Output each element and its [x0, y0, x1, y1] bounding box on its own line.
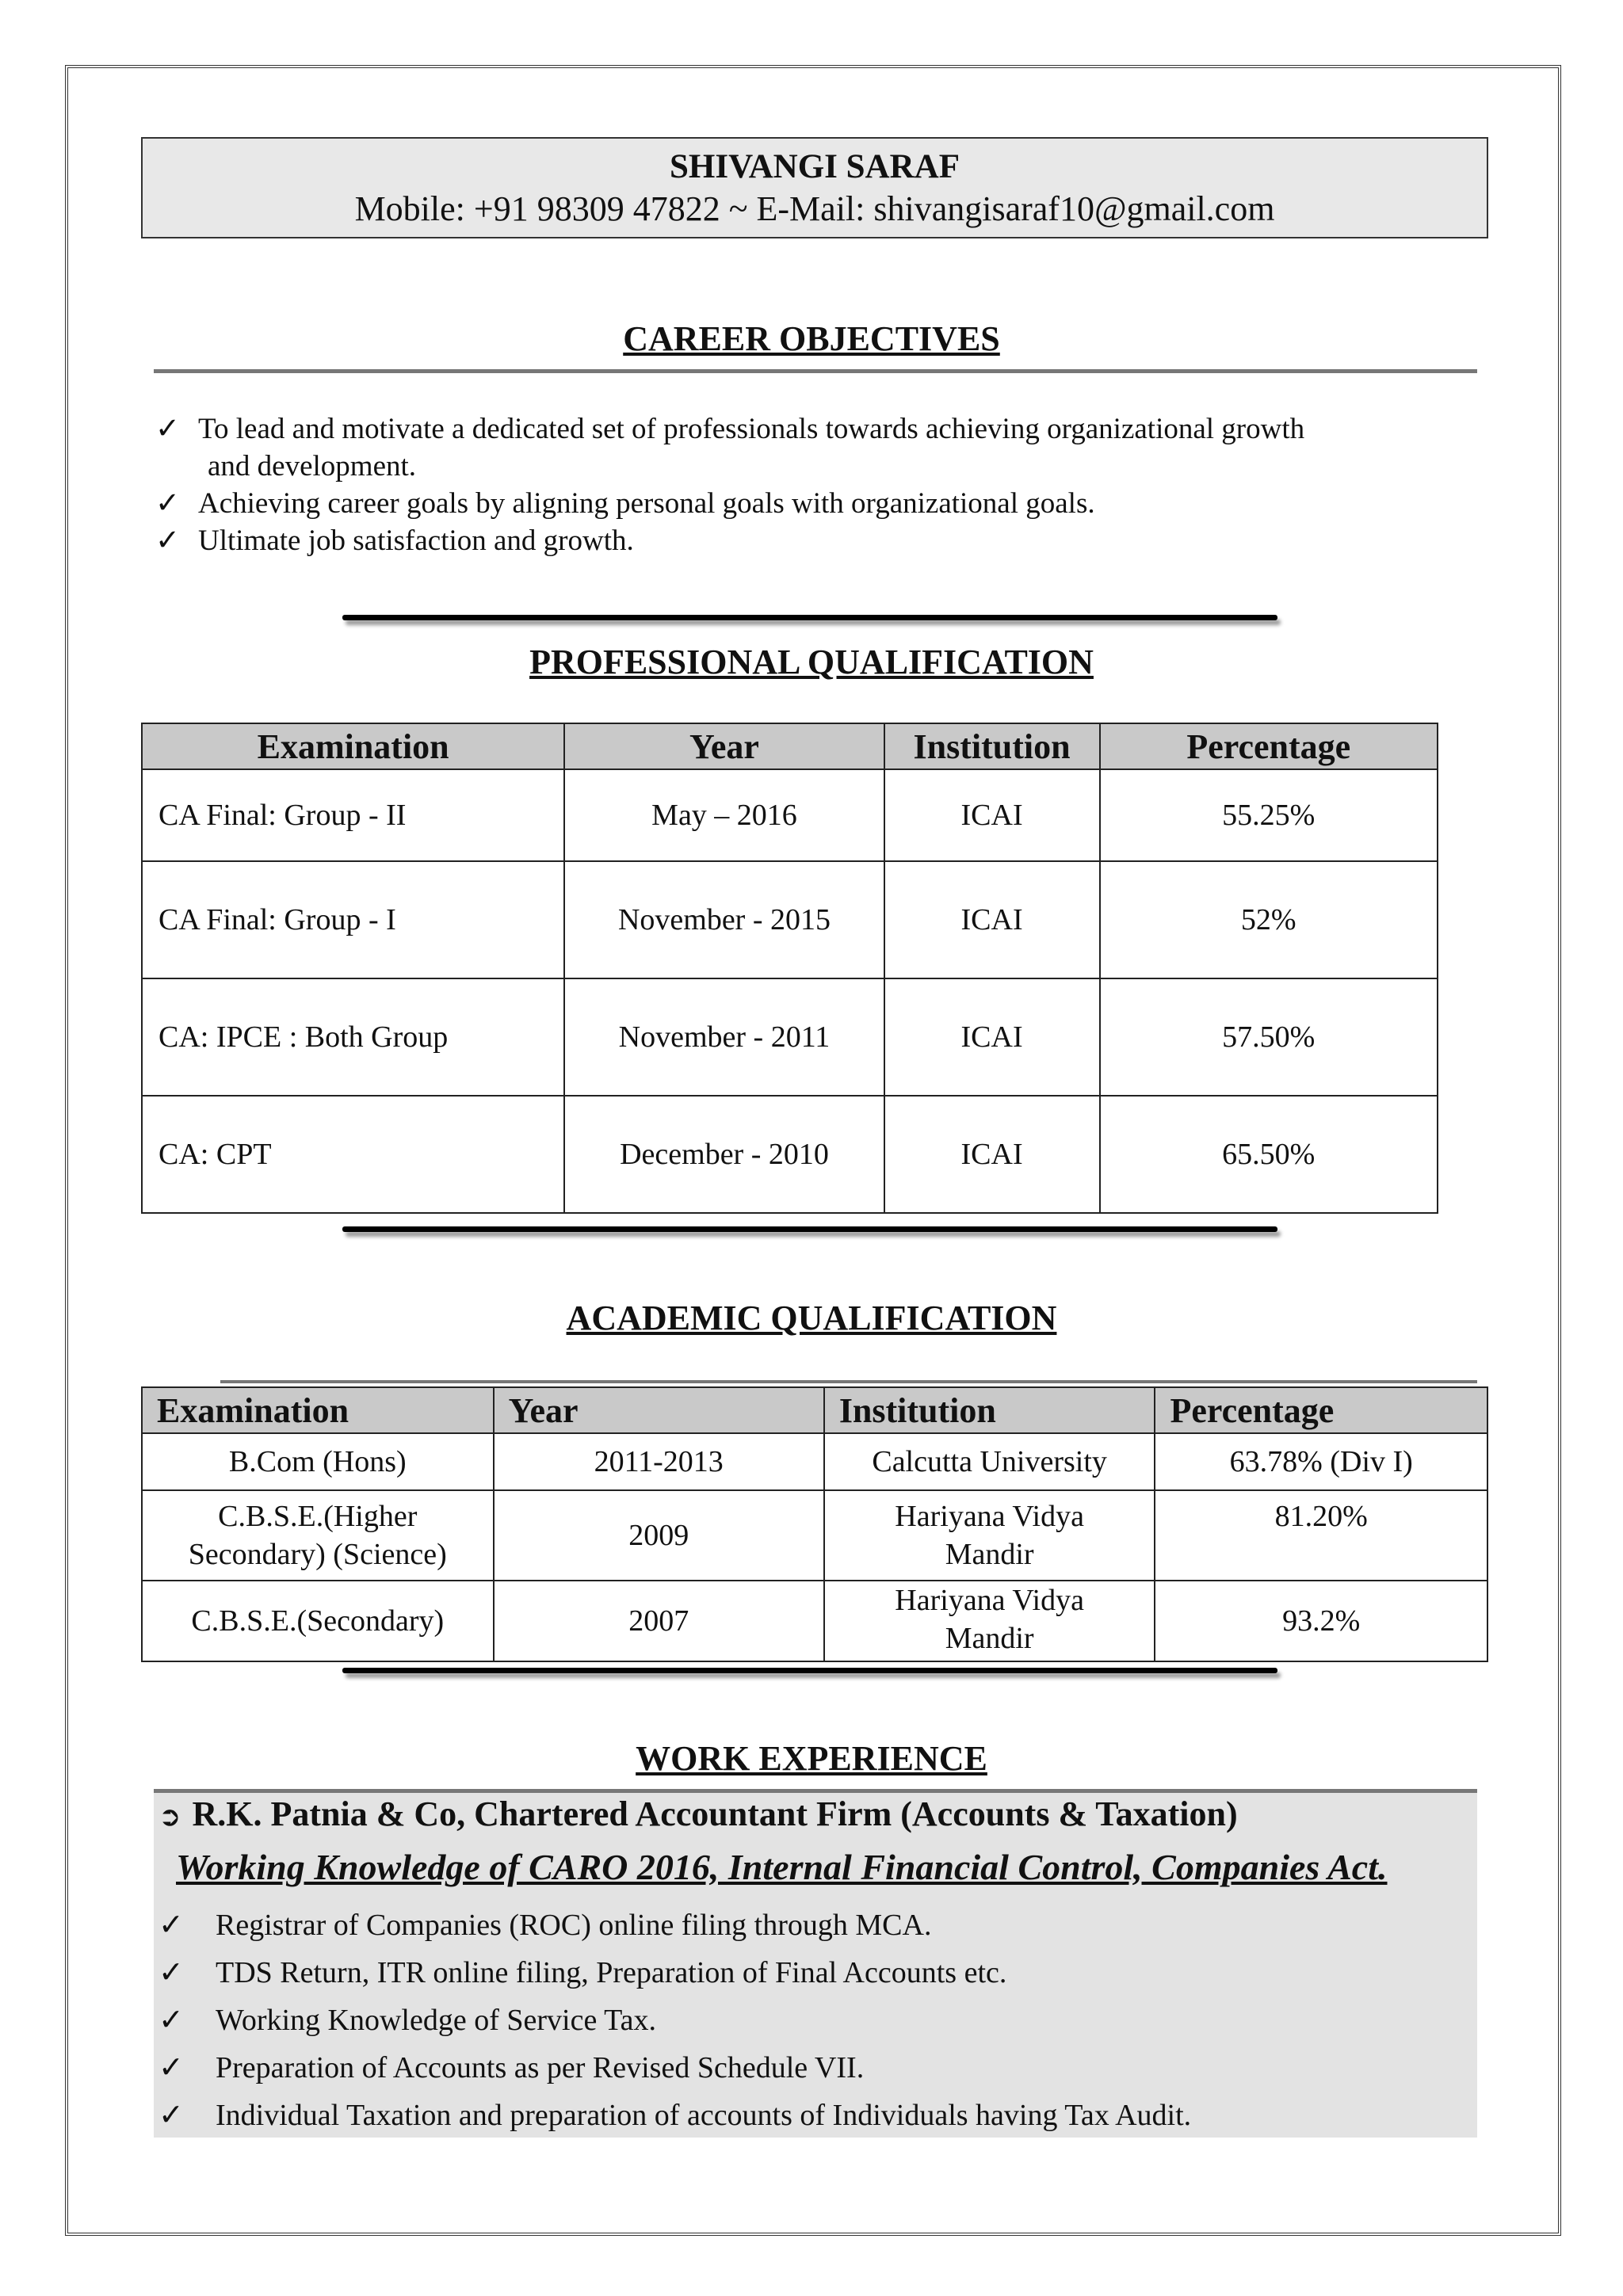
table-cell: CA Final: Group - I	[142, 861, 564, 978]
list-item: ✓ Registrar of Companies (ROC) online filing through MCA.	[158, 1901, 1458, 1949]
table-cell: 65.50%	[1100, 1096, 1438, 1213]
section-divider	[220, 1380, 1477, 1383]
column-header: Year	[564, 723, 884, 769]
column-header: Examination	[142, 723, 564, 769]
table-cell: C.B.S.E.(Higher Secondary) (Science)	[142, 1490, 494, 1581]
column-header: Examination	[142, 1387, 494, 1433]
firm-heading: ➲ R.K. Patnia & Co, Chartered Accountant Firm (Accounts & Taxation)	[158, 1794, 1238, 1833]
section-divider	[154, 369, 1477, 373]
check-mark-icon: ✓	[155, 487, 181, 520]
table-cell: ICAI	[884, 861, 1100, 978]
table-cell: 2011-2013	[494, 1433, 824, 1490]
table-row	[142, 1581, 1487, 1661]
table-cell: 2007	[494, 1581, 824, 1661]
section-divider	[342, 1226, 1277, 1232]
column-header: Percentage	[1100, 723, 1438, 769]
table-cell: ICAI	[884, 1096, 1100, 1213]
arrow-bullet-icon: ➲	[158, 1801, 181, 1833]
table-cell: December - 2010	[564, 1096, 884, 1213]
column-header: Institution	[884, 723, 1100, 769]
academic-qualification-table	[141, 1386, 1488, 1662]
table-cell: Calcutta University	[824, 1433, 1155, 1490]
check-mark-icon: ✓	[158, 2099, 184, 2132]
career-objectives-title: CAREER OBJECTIVES	[623, 319, 1000, 358]
table-cell: CA Final: Group - II	[142, 769, 564, 861]
check-mark-icon: ✓	[158, 1956, 184, 1989]
section-divider	[342, 615, 1277, 620]
table-cell: May – 2016	[564, 769, 884, 861]
column-header: Year	[494, 1387, 824, 1433]
professional-qualification-title: PROFESSIONAL QUALIFICATION	[529, 643, 1094, 681]
table-row	[142, 1433, 1487, 1490]
work-experience-list	[158, 1901, 1458, 2139]
table-cell: B.Com (Hons)	[142, 1433, 494, 1490]
table-cell: CA: CPT	[142, 1096, 564, 1213]
table-row	[142, 861, 1438, 978]
table-cell: November - 2011	[564, 978, 884, 1096]
table-row	[142, 1490, 1487, 1581]
list-item: ✓ TDS Return, ITR online filing, Preparation of Final Accounts etc.	[158, 1949, 1458, 1997]
table-cell: ICAI	[884, 769, 1100, 861]
list-item: ✓ Preparation of Accounts as per Revised Schedule VII.	[158, 2044, 1458, 2092]
work-experience-title: WORK EXPERIENCE	[636, 1739, 987, 1778]
check-mark-icon: ✓	[158, 2004, 184, 2037]
check-mark-icon: ✓	[158, 1909, 184, 1942]
working-knowledge-line: Working Knowledge of CARO 2016, Internal Financial Control, Companies Act.	[176, 1847, 1388, 1887]
table-header-row	[142, 723, 1438, 769]
table-cell: 63.78% (Div I)	[1155, 1433, 1487, 1490]
career-objectives-list	[155, 410, 1455, 559]
header-box	[141, 137, 1488, 238]
table-row	[142, 978, 1438, 1096]
table-cell: ICAI	[884, 978, 1100, 1096]
table-cell: 55.25%	[1100, 769, 1438, 861]
table-cell: 93.2%	[1155, 1581, 1487, 1661]
table-cell: 57.50%	[1100, 978, 1438, 1096]
table-cell: November - 2015	[564, 861, 884, 978]
column-header: Institution	[824, 1387, 1155, 1433]
table-cell: CA: IPCE : Both Group	[142, 978, 564, 1096]
table-cell: Hariyana Vidya Mandir	[824, 1581, 1155, 1661]
list-item: ✓ To lead and motivate a dedicated set of professionals towards achieving organizational growth and development.	[155, 410, 1455, 485]
table-cell: 2009	[494, 1490, 824, 1581]
check-mark-icon: ✓	[155, 413, 181, 445]
check-mark-icon: ✓	[158, 2051, 184, 2084]
section-divider	[342, 1668, 1277, 1673]
contact-line: Mobile: +91 98309 47822 ~ E-Mail: shivangisaraf10@gmail.com	[354, 189, 1275, 228]
list-item: ✓ Individual Taxation and preparation of accounts of Individuals having Tax Audit.	[158, 2092, 1458, 2139]
professional-qualification-table	[141, 723, 1438, 1214]
list-item: ✓ Ultimate job satisfaction and growth.	[155, 522, 1455, 559]
table-header-row	[142, 1387, 1487, 1433]
table-row	[142, 769, 1438, 861]
table-cell: 81.20%	[1155, 1490, 1487, 1581]
check-mark-icon: ✓	[155, 524, 181, 557]
list-item: ✓ Working Knowledge of Service Tax.	[158, 1997, 1458, 2044]
candidate-name: SHIVANGI SARAF	[670, 148, 960, 185]
table-cell: Hariyana Vidya Mandir	[824, 1490, 1155, 1581]
table-cell: 52%	[1100, 861, 1438, 978]
academic-qualification-title: ACADEMIC QUALIFICATION	[566, 1299, 1057, 1337]
table-cell: C.B.S.E.(Secondary)	[142, 1581, 494, 1661]
column-header: Percentage	[1155, 1387, 1487, 1433]
table-row	[142, 1096, 1438, 1213]
list-item: ✓ Achieving career goals by aligning personal goals with organizational goals.	[155, 485, 1455, 522]
